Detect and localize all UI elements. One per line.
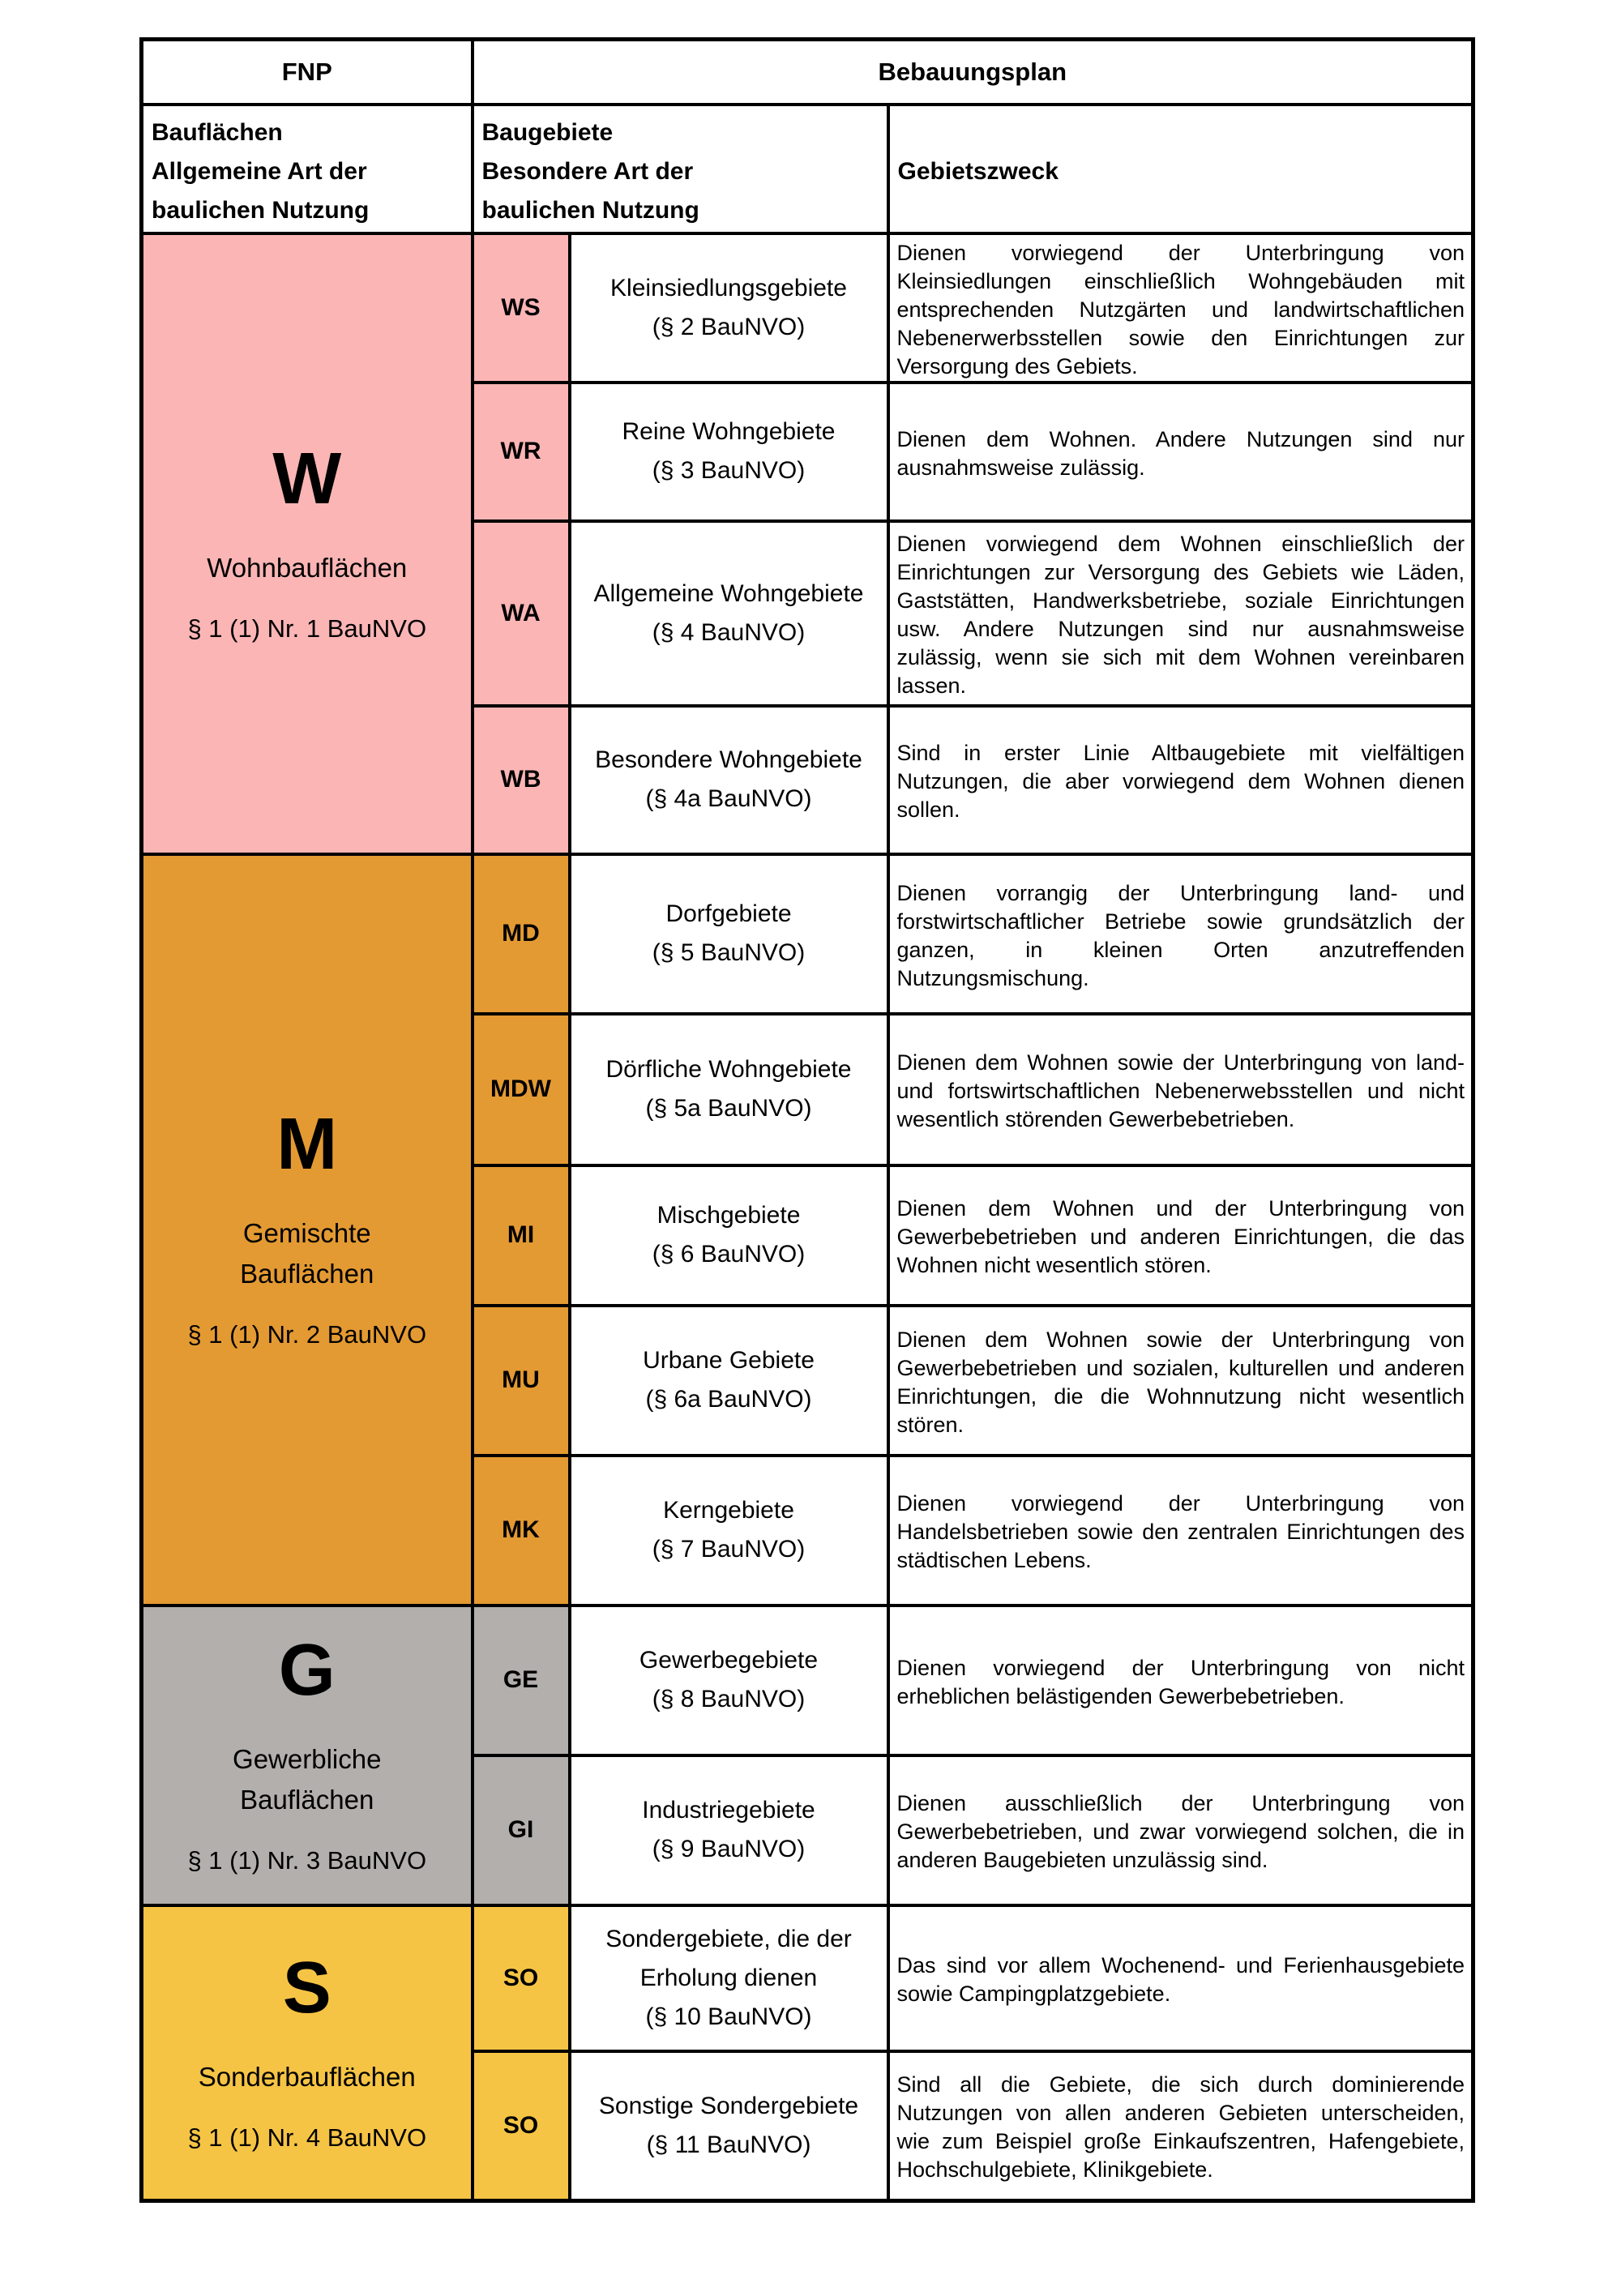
gebiet-name: Industriegebiete (642, 1797, 815, 1824)
section-letter-m: M (276, 1104, 338, 1185)
gebiet-name: Reine Wohngebiete (622, 418, 836, 445)
zweck-cell-mu: Dienen dem Wohnen sowie der Unterbringung von Gewerbebetrieben und sozialen, kulturellen und anderen Einrichtungen, die die Wohnnutzung nicht wesentlich stören. (888, 1306, 1473, 1456)
header-bebauungsplan: Bebauungsplan (473, 40, 1473, 105)
code-cell-wa: WA (473, 521, 570, 706)
row-so1 (142, 1905, 1473, 2051)
code-cell-gi: GI (473, 1755, 570, 1905)
section-label-line: Bauflächen (240, 1784, 374, 1815)
gebiet-ref: (§ 9 BauNVO) (652, 1836, 806, 1862)
code-cell-mi: MI (473, 1165, 570, 1306)
name-cell-wa (570, 521, 888, 706)
header-fnp: FNP (142, 40, 473, 105)
section-cell-m (142, 854, 473, 1605)
header-line: Allgemeine Art der (152, 158, 367, 185)
header-line: baulichen Nutzung (152, 197, 370, 224)
gebiet-ref: (§ 10 BauNVO) (645, 2003, 812, 2030)
name-cell-md (570, 854, 888, 1014)
code-cell-ws: WS (473, 233, 570, 383)
gebiet-name: Dorfgebiete (665, 900, 792, 927)
section-letter-s: S (282, 1947, 331, 2029)
code-cell-so2: SO (473, 2051, 570, 2201)
section-paragraph-w: § 1 (1) Nr. 1 BauNVO (187, 614, 427, 643)
section-label-line: Sonderbauflächen (198, 2061, 416, 2092)
name-cell-mk (570, 1456, 888, 1605)
zweck-cell-wr: Dienen dem Wohnen. Andere Nutzungen sind nur ausnahmsweise zulässig. (888, 383, 1473, 521)
code-cell-wb: WB (473, 706, 570, 854)
row-ws (142, 233, 1473, 383)
gebiet-name: Sondergebiete, die der Erholung dienen (605, 1925, 852, 1991)
gebiet-ref: (§ 6 BauNVO) (652, 1241, 806, 1268)
code-cell-ge: GE (473, 1605, 570, 1755)
gebiet-ref: (§ 5a BauNVO) (645, 1095, 812, 1122)
section-paragraph-g: § 1 (1) Nr. 3 BauNVO (187, 1845, 427, 1875)
gebiet-ref: (§ 7 BauNVO) (652, 1536, 806, 1563)
bauflaechen-table (139, 37, 1475, 2203)
gebiet-name: Besondere Wohngebiete (595, 746, 862, 773)
zweck-cell-mdw: Dienen dem Wohnen sowie der Unterbringung von land- und fortswirtschaftlichen Nebenerwebsstellen und nicht wesentlich störenden Gewerbebetrieben. (888, 1014, 1473, 1165)
section-label-line: Wohnbauflächen (207, 552, 408, 583)
header-line: baulichen Nutzung (481, 197, 699, 224)
gebiet-ref: (§ 5 BauNVO) (652, 939, 806, 966)
gebiet-name: Allgemeine Wohngebiete (593, 579, 864, 607)
section-letter-g: G (278, 1629, 336, 1711)
name-cell-mdw (570, 1014, 888, 1165)
header-row-2 (142, 105, 1473, 233)
section-label-g (233, 1739, 381, 1820)
gebiet-ref: (§ 2 BauNVO) (652, 313, 806, 340)
section-cell-w (142, 233, 473, 854)
gebiet-ref: (§ 8 BauNVO) (652, 1686, 806, 1712)
gebiet-ref: (§ 3 BauNVO) (652, 457, 806, 484)
zweck-cell-md: Dienen vorrangig der Unterbringung land- und forstwirtschaftlicher Betriebe sowie grundsätzlich der ganzen, in kleinen Orten anzutreffenden Nutzungsmischung. (888, 854, 1473, 1014)
gebiet-name: Kleinsiedlungsgebiete (610, 274, 847, 301)
gebiet-name: Sonstige Sondergebiete (598, 2092, 859, 2119)
zweck-cell-ws: Dienen vorwiegend der Unterbringung von Kleinsiedlungen einschließlich Wohngebäuden mit entsprechenden Nutzgärten und landwirtschaftlichen Nebenerwerbsstellen sowie den Einrichtungen zur Versorgung des Gebiets. (888, 233, 1473, 383)
zweck-cell-mi: Dienen dem Wohnen und der Unterbringung von Gewerbebetrieben und anderen Einrichtungen, die das Wohnen nicht wesentlich stören. (888, 1165, 1473, 1306)
header-baugebiete (473, 105, 888, 233)
zweck-cell-so1: Das sind vor allem Wochenend- und Ferienhausgebiete sowie Campingplatzgebiete. (888, 1905, 1473, 2051)
section-label-w (207, 548, 407, 588)
name-cell-wb (570, 706, 888, 854)
name-cell-so2 (570, 2051, 888, 2201)
gebiet-ref: (§ 6a BauNVO) (645, 1386, 812, 1413)
code-cell-md: MD (473, 854, 570, 1014)
section-label-m (240, 1213, 374, 1294)
name-cell-ge (570, 1605, 888, 1755)
section-letter-w: W (272, 438, 342, 519)
gebiet-name: Dörfliche Wohngebiete (605, 1056, 852, 1083)
zweck-cell-mk: Dienen vorwiegend der Unterbringung von Handelsbetrieben sowie den zentralen Einrichtungen des städtischen Lebens. (888, 1456, 1473, 1605)
row-md (142, 854, 1473, 1014)
name-cell-mi (570, 1165, 888, 1306)
name-cell-gi (570, 1755, 888, 1905)
gebiet-name: Urbane Gebiete (643, 1347, 815, 1374)
gebiet-ref: (§ 11 BauNVO) (646, 2131, 811, 2158)
name-cell-ws (570, 233, 888, 383)
zweck-cell-wb: Sind in erster Linie Altbaugebiete mit vielfältigen Nutzungen, die aber vorwiegend dem Wohnen dienen sollen. (888, 706, 1473, 854)
header-bauflaechen (142, 105, 473, 233)
section-label-line: Bauflächen (240, 1259, 374, 1289)
gebiet-name: Mischgebiete (657, 1202, 801, 1229)
code-cell-so1: SO (473, 1905, 570, 2051)
header-line: Bauflächen (152, 119, 283, 146)
zweck-cell-wa: Dienen vorwiegend dem Wohnen einschließlich der Einrichtungen zur Versorgung des Gebiets wie Läden, Gaststätten, Handwerksbetriebe, soziale Einrichtungen usw. Andere Nutzungen sind nur ausnahmsweise zulässig, wenn sie sich mit dem Wohnen vereinbaren lassen. (888, 521, 1473, 706)
row-ge (142, 1605, 1473, 1755)
code-cell-wr: WR (473, 383, 570, 521)
header-gebietszweck: Gebietszweck (888, 105, 1473, 233)
gebiet-ref: (§ 4 BauNVO) (652, 618, 806, 646)
header-line: Besondere Art der (481, 158, 694, 185)
zweck-cell-so2: Sind all die Gebiete, die sich durch dominierende Nutzungen von allen anderen Gebieten unterscheiden, wie zum Beispiel große Einkaufszentren, Hafengebiete, Hochschulgebiete, Klinikgebiete. (888, 2051, 1473, 2201)
section-cell-s (142, 1905, 473, 2201)
zweck-cell-ge: Dienen vorwiegend der Unterbringung von nicht erheblichen belästigenden Gewerbebetrieben. (888, 1605, 1473, 1755)
section-label-line: Gewerbliche (233, 1743, 382, 1774)
code-cell-mu: MU (473, 1306, 570, 1456)
name-cell-mu (570, 1306, 888, 1456)
header-row-1 (142, 40, 1473, 105)
section-label-line: Gemischte (242, 1218, 371, 1248)
code-cell-mk: MK (473, 1456, 570, 1605)
gebiet-ref: (§ 4a BauNVO) (645, 785, 812, 812)
section-paragraph-m: § 1 (1) Nr. 2 BauNVO (187, 1320, 427, 1349)
name-cell-so1 (570, 1905, 888, 2051)
header-line: Baugebiete (481, 119, 614, 146)
gebiet-name: Gewerbegebiete (639, 1647, 819, 1674)
code-cell-mdw: MDW (473, 1014, 570, 1165)
section-label-s (199, 2057, 416, 2097)
section-cell-g (142, 1605, 473, 1905)
section-paragraph-s: § 1 (1) Nr. 4 BauNVO (187, 2123, 427, 2152)
gebiet-name: Kerngebiete (663, 1497, 794, 1524)
zweck-cell-gi: Dienen ausschließlich der Unterbringung von Gewerbebetrieben, und zwar vorwiegend solchen, die in anderen Baugebieten unzulässig sind. (888, 1755, 1473, 1905)
name-cell-wr (570, 383, 888, 521)
